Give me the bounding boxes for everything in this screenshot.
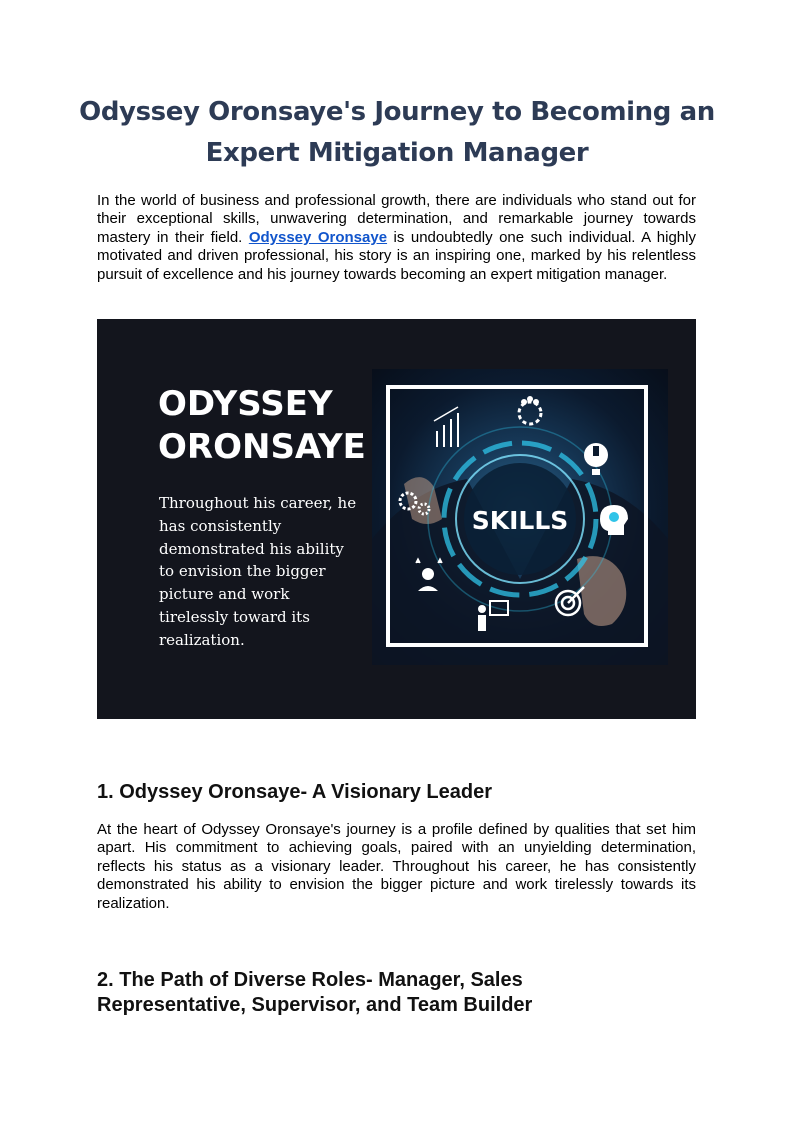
banner-name-line1: ODYSSEY (158, 384, 333, 424)
feature-banner-image (97, 319, 696, 719)
skills-photo (372, 369, 668, 665)
odyssey-oronsaye-link[interactable]: Odyssey Oronsaye (248, 228, 388, 246)
banner-name (158, 383, 366, 469)
section-heading-visionary-leader: 1. Odyssey Oronsaye- A Visionary Leader (97, 781, 492, 803)
page-title: Odyssey Oronsaye's Journey to Becoming an Expert Mitigation Manager (79, 97, 715, 168)
skills-label: SKILLS (471, 506, 569, 535)
banner-name-line2: ORONSAYE (158, 427, 366, 467)
photo-frame (386, 385, 648, 647)
heading-line: 2. The Path of Diverse Roles- Manager, Sales (97, 969, 523, 991)
section-paragraph-visionary-leader: At the heart of Odyssey Oronsaye's journey is a profile defined by qualities that set him apart. His commitment to achieving goals, paired with an unyielding determination, reflects his status as a visionary leader. Throughout his career, he has consistently demonstrated his ability to envision the bigger picture and work tirelessly towards its realization. (97, 821, 696, 912)
banner-quote: Throughout his career, he has consistently demonstrated his ability to envision the bigger picture and work tirelessly toward its realization. (159, 494, 357, 649)
section-heading-diverse-roles (97, 968, 697, 1017)
intro-text-start: In the world of business and professional growth, there are individuals who stand out for their exceptional skills, unwavering determination, and remarkable journey towards mastery in their field. (97, 192, 696, 246)
heading-line: Representative, Supervisor, and Team Builder (97, 993, 533, 1016)
intro-text-end: is undoubtedly one such individual. A highly motivated and driven professional, his story is an inspiring one, marked by his relentless pursuit of excellence and his journey towards becoming an expert mitigation manager. (97, 228, 696, 283)
intro-paragraph (97, 192, 696, 284)
